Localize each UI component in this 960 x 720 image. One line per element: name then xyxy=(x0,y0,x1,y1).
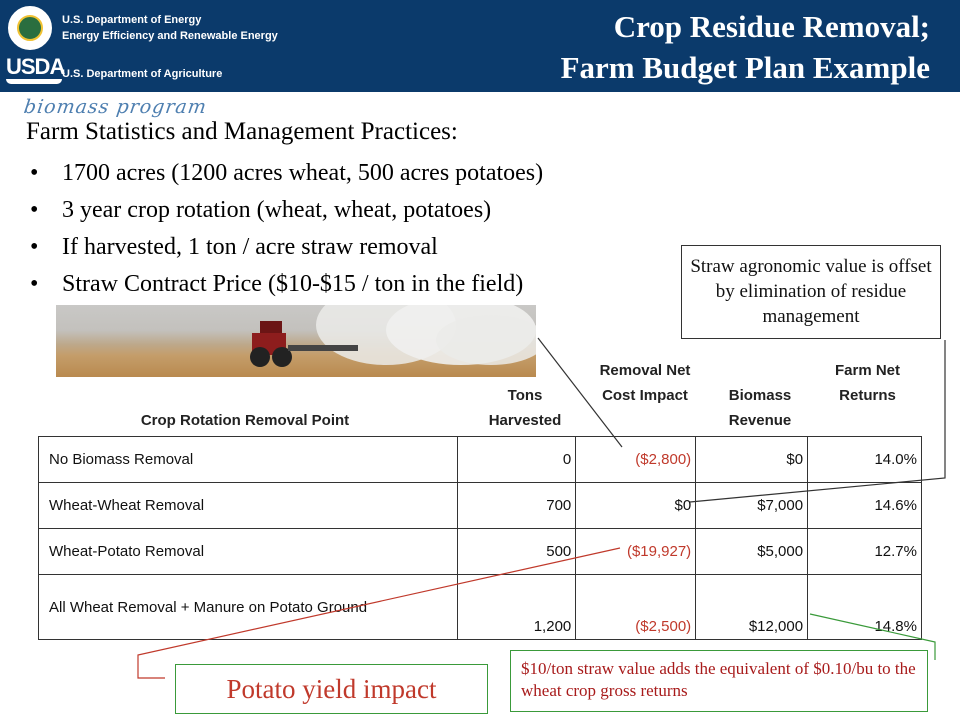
stats-bullet-list xyxy=(26,155,543,303)
returns-cell: 14.8% xyxy=(808,575,922,640)
header-band xyxy=(0,0,960,92)
net-cost-cell: ($19,927) xyxy=(576,529,696,575)
bullet-icon: • xyxy=(30,160,39,186)
bullet-text: 1700 acres (1200 acres wheat, 500 acres potatoes) xyxy=(62,160,544,186)
slide-title xyxy=(410,6,930,88)
doe-name: U.S. Department of Energy xyxy=(62,14,202,26)
agronomic-value-callout: Straw agronomic value is offset by elimination of residue management xyxy=(681,245,941,339)
bullet-item xyxy=(26,192,543,229)
revenue-cell: $7,000 xyxy=(696,483,808,529)
program-tag: biomass program xyxy=(22,96,209,118)
row-label: No Biomass Removal xyxy=(39,437,458,483)
net-cost-cell: ($2,800) xyxy=(576,437,696,483)
col-header-tons: Tons Harvested xyxy=(488,387,562,429)
budget-table xyxy=(38,436,922,640)
tons-cell: 1,200 xyxy=(458,575,576,640)
straw-value-callout: $10/ton straw value adds the equivalent of $0.10/bu to the wheat crop gross returns xyxy=(510,650,928,712)
bullet-icon: • xyxy=(30,234,39,260)
bullet-item xyxy=(26,266,543,303)
row-label: Wheat-Potato Removal xyxy=(39,529,458,575)
potato-yield-callout: Potato yield impact xyxy=(175,664,488,714)
returns-cell: 12.7% xyxy=(808,529,922,575)
col-header-rotation: Crop Rotation Removal Point xyxy=(140,412,350,429)
net-cost-cell: ($2,500) xyxy=(576,575,696,640)
table-row xyxy=(39,437,922,483)
tons-cell: 0 xyxy=(458,437,576,483)
net-cost-cell: $0 xyxy=(576,483,696,529)
tons-cell: 500 xyxy=(458,529,576,575)
bullet-item xyxy=(26,229,543,266)
eere-name: Energy Efficiency and Renewable Energy xyxy=(62,30,278,42)
bullet-text: 3 year crop rotation (wheat, wheat, potatoes) xyxy=(62,197,492,223)
slide-title-line-1: Crop Residue Removal; xyxy=(613,9,930,44)
revenue-cell: $0 xyxy=(696,437,808,483)
table-row xyxy=(39,483,922,529)
section-heading: Farm Statistics and Management Practices: xyxy=(26,118,458,145)
col-header-revenue: Biomass Revenue xyxy=(728,387,792,429)
tons-cell: 700 xyxy=(458,483,576,529)
bullet-icon: • xyxy=(30,271,39,297)
bullet-text: If harvested, 1 ton / acre straw removal xyxy=(62,234,438,260)
revenue-cell: $5,000 xyxy=(696,529,808,575)
row-label: Wheat-Wheat Removal xyxy=(39,483,458,529)
usda-logo-icon: USDA xyxy=(6,56,62,86)
tractor-field-photo xyxy=(56,305,536,377)
revenue-cell: $12,000 xyxy=(696,575,808,640)
returns-cell: 14.6% xyxy=(808,483,922,529)
usda-name: U.S. Department of Agriculture xyxy=(62,68,223,80)
col-header-returns: Farm Net Returns xyxy=(834,362,901,404)
slide-title-line-2: Farm Budget Plan Example xyxy=(560,50,930,85)
table-row xyxy=(39,529,922,575)
row-label: All Wheat Removal + Manure on Potato Ground xyxy=(39,575,458,640)
bullet-text: Straw Contract Price ($10-$15 / ton in the field) xyxy=(62,271,524,297)
returns-cell: 14.0% xyxy=(808,437,922,483)
table-row xyxy=(39,575,922,640)
doe-seal-icon xyxy=(6,4,54,52)
col-header-net-cost: Removal Net Cost Impact xyxy=(599,362,691,404)
bullet-item xyxy=(26,155,543,192)
bullet-icon: • xyxy=(30,197,39,223)
